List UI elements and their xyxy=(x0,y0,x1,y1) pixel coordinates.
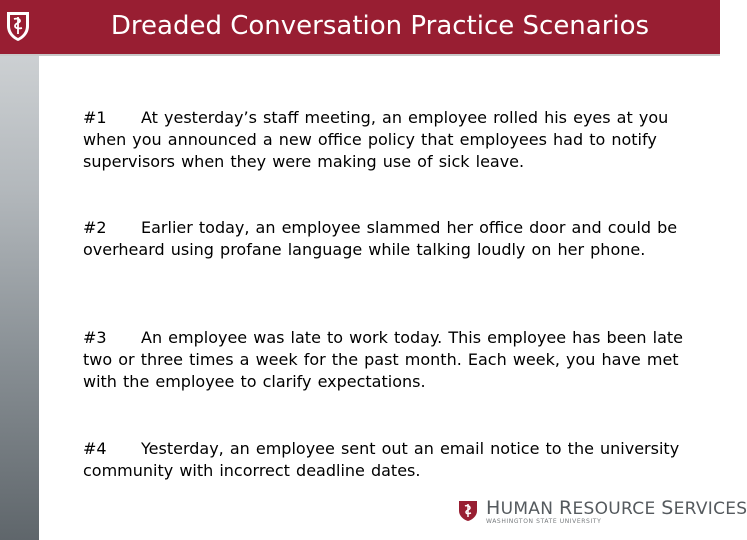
scenario-2 xyxy=(83,217,683,261)
scenario-text: At yesterday’s staff meeting, an employee rolled his eyes at you when you announced a new office policy that employees had to notify supervisors when they were making use of sick leave. xyxy=(83,108,669,171)
wsu-shield-icon xyxy=(5,10,31,42)
wsu-shield-icon xyxy=(458,500,478,522)
scenario-4 xyxy=(83,438,683,482)
scenario-text: An employee was late to work today. This employee has been late two or three times a week for the past month. Each week, you have met with the employee to clarify expectations. xyxy=(83,328,683,391)
scenario-text: Earlier today, an employee slammed her office door and could be overheard using profane language while talking loudly on her phone. xyxy=(83,218,678,259)
university-name: WASHINGTON STATE UNIVERSITY xyxy=(486,518,602,525)
scenario-text: Yesterday, an employee sent out an email notice to the university community with incorrect deadline dates. xyxy=(83,439,680,480)
org-name: HUMAN RESOURCE SERVICES xyxy=(486,497,747,519)
scenario-number: #4 xyxy=(83,439,107,458)
scenario-1 xyxy=(83,107,683,173)
scenario-3 xyxy=(83,327,683,393)
scenario-number: #3 xyxy=(83,328,107,347)
scenario-number: #2 xyxy=(83,218,107,237)
sidebar-gradient xyxy=(0,0,39,540)
scenario-number: #1 xyxy=(83,108,107,127)
hrs-logo xyxy=(458,497,747,531)
title-bar xyxy=(0,0,720,56)
page-title: Dreaded Conversation Practice Scenarios xyxy=(110,11,650,41)
